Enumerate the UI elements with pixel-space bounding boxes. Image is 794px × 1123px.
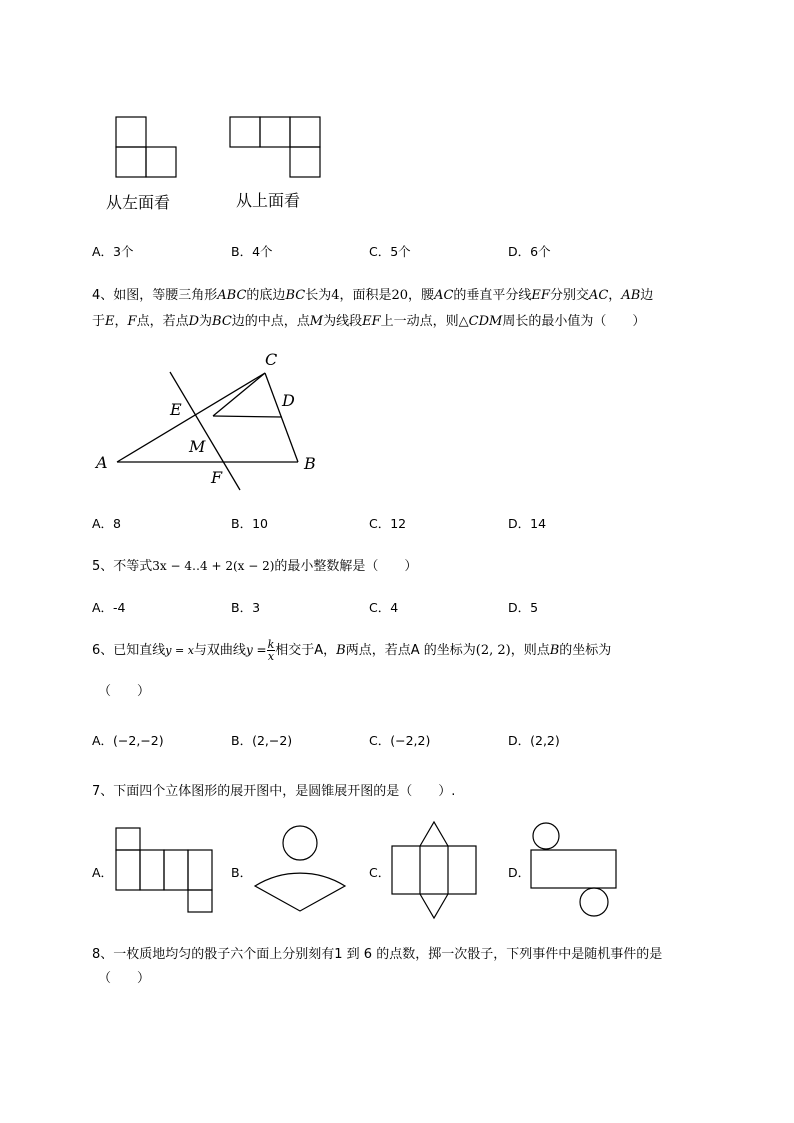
- label-a: A: [96, 453, 108, 472]
- label-b: B: [304, 454, 316, 473]
- q4-option-d: D．14: [508, 516, 547, 531]
- label-e: E: [170, 400, 182, 419]
- q4-option-c: C．12: [369, 516, 407, 531]
- q3-option-b: B．4个: [231, 244, 273, 259]
- q5-option-a: A．-4: [92, 600, 126, 615]
- q5-option-d: D．5: [508, 600, 539, 615]
- q5-option-c: C．4: [369, 600, 399, 615]
- q7-text: 7、下面四个立体图形的展开图中，是圆锥展开图的是（ ）.: [92, 784, 456, 799]
- top-view-label: 从上面看: [236, 191, 301, 210]
- q7-letter-c: C．: [369, 865, 391, 880]
- net-b-cone: [255, 826, 345, 911]
- q6-line1: 6、已知直线y = x与双曲线y = $\frac{k}{x}$ 相交于A，B两点，若点A 的坐标为(2, 2)，则点B的坐标为: [92, 638, 612, 663]
- q6-line2: （ ）: [98, 684, 151, 699]
- q4-option-a: A．8: [92, 516, 122, 531]
- q6-option-b: B．(2,−2): [231, 733, 293, 748]
- q3-option-a: A．3个: [92, 244, 134, 259]
- q8-line1: 8、一枚质地均匀的骰子六个面上分别刻有1 到 6 的点数，掷一次骰子，下列事件中是随机事件的是: [92, 947, 663, 962]
- q4-line1: 4、如图，等腰三角形ABC的底边BC长为4，面积是20，腰AC的垂直平分线EF分别交AC，AB边: [92, 288, 654, 303]
- q7-letter-a: A．: [92, 865, 114, 880]
- q6-option-a: A．(−2,−2): [92, 733, 164, 748]
- left-view-label: 从左面看: [106, 193, 171, 212]
- net-d-cylinder: [531, 823, 616, 916]
- q6-option-d: D．(2,2): [508, 733, 560, 748]
- q7-letter-d: D．: [508, 865, 531, 880]
- q6-option-c: C．(−2,2): [369, 733, 431, 748]
- net-c-prism: [392, 822, 476, 918]
- q5-option-b: B．3: [231, 600, 261, 615]
- q3-option-c: C．5个: [369, 244, 411, 259]
- q4-option-b: B．10: [231, 516, 268, 531]
- label-d: D: [282, 391, 295, 410]
- q5-text: 5、不等式3x − 4‥4 + 2(x − 2)的最小整数解是（ ）: [92, 559, 418, 574]
- label-m: M: [189, 437, 206, 456]
- q4-line2: 于E，F点，若点D为BC边的中点，点M为线段EF上一动点，则△CDM周长的最小值为（ ）: [92, 314, 646, 329]
- q3-option-d: D．6个: [508, 244, 551, 259]
- label-f: F: [211, 468, 223, 487]
- q8-line2: （ ）: [98, 971, 151, 986]
- label-c: C: [265, 350, 278, 369]
- net-a-cube: [116, 828, 212, 912]
- q7-letter-b: B．: [231, 865, 253, 880]
